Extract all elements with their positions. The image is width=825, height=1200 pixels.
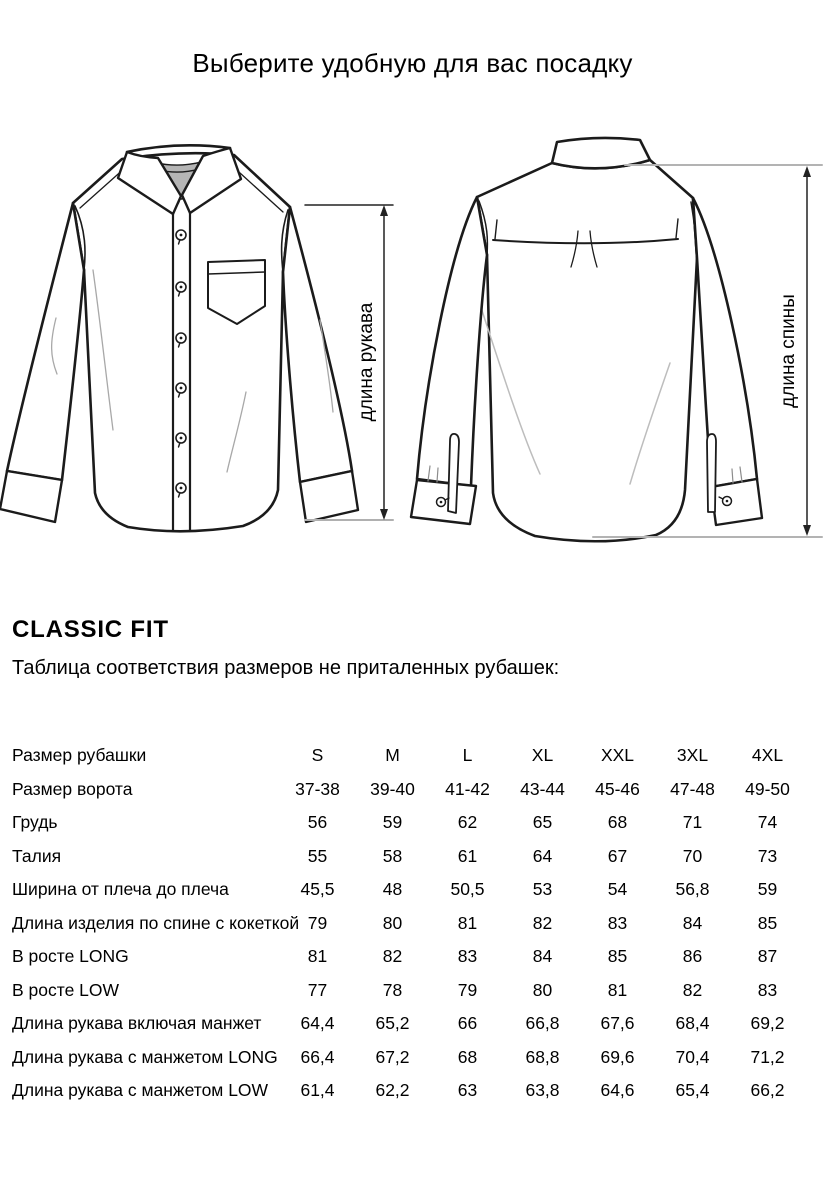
cell-value: 71,2 [750, 1046, 785, 1067]
cell-value: 85 [607, 946, 628, 967]
cell-value: 61 [457, 845, 478, 866]
cell-value: 64,4 [300, 1013, 335, 1034]
cell-value: 68 [607, 812, 628, 833]
cell-value: 41-42 [445, 778, 490, 799]
cell-value: 65,4 [675, 1080, 710, 1101]
cell-value: 56,8 [675, 879, 710, 900]
row-label: Длина рукава с манжетом LOW [12, 1080, 269, 1101]
cell-value: M [385, 745, 400, 766]
cell-value: 67,6 [600, 1013, 635, 1034]
front-shirt-drawing [0, 145, 358, 531]
cell-value: 64 [532, 845, 553, 866]
cell-value: 62 [457, 812, 478, 833]
size-table-body [12, 739, 805, 1108]
size-table-row [12, 1007, 805, 1041]
cell-value: 53 [532, 879, 553, 900]
cell-value: 58 [382, 845, 403, 866]
cell-value: 84 [532, 946, 553, 967]
table-subtitle: Таблица соответствия размеров не приталенных рубашек: [12, 657, 560, 679]
row-label: Длина рукава включая манжет [12, 1013, 262, 1034]
cell-value: 70 [682, 845, 703, 866]
cell-value: 83 [757, 979, 778, 1000]
back-length-label: длина спины [778, 294, 800, 408]
cell-value: 67 [607, 845, 628, 866]
cell-value: 56 [307, 812, 328, 833]
cell-value: 81 [307, 946, 328, 967]
cell-value: 66,8 [525, 1013, 560, 1034]
cell-value: 68,4 [675, 1013, 710, 1034]
cell-value: 83 [457, 946, 478, 967]
cell-value: 64,6 [600, 1080, 635, 1101]
size-table-row [12, 806, 805, 840]
cell-value: 77 [307, 979, 328, 1000]
cell-value: 67,2 [375, 1046, 410, 1067]
cell-value: 48 [382, 879, 403, 900]
row-label: Длина изделия по спине с кокеткой [12, 912, 300, 933]
size-table-row [12, 974, 805, 1008]
cell-value: 78 [382, 979, 403, 1000]
cell-value: 68 [457, 1046, 478, 1067]
cell-value: 82 [382, 946, 403, 967]
cell-value: 79 [307, 912, 328, 933]
cell-value: 62,2 [375, 1080, 410, 1101]
cell-value: 45-46 [595, 778, 640, 799]
back-shirt-drawing [411, 138, 762, 541]
cell-value: 83 [607, 912, 628, 933]
cell-value: XL [531, 745, 554, 766]
shirt-diagrams [0, 130, 825, 560]
size-table-row [12, 907, 805, 941]
size-table-row [12, 940, 805, 974]
cell-value: S [311, 745, 324, 766]
cell-value: 47-48 [670, 778, 715, 799]
cell-value: 63 [457, 1080, 478, 1101]
row-label: Длина рукава с манжетом LONG [12, 1046, 278, 1067]
cell-value: 59 [757, 879, 778, 900]
row-label: Грудь [12, 812, 58, 833]
cell-value: 71 [682, 812, 703, 833]
cell-value: 70,4 [675, 1046, 710, 1067]
cell-value: L [462, 745, 473, 766]
size-table-row [12, 840, 805, 874]
cell-value: 81 [457, 912, 478, 933]
cell-value: 80 [382, 912, 403, 933]
cell-value: 69,2 [750, 1013, 785, 1034]
cell-value: 37-38 [295, 778, 340, 799]
row-label: В росте LOW [12, 979, 120, 1000]
cell-value: 4XL [751, 745, 784, 766]
cell-value: 65 [532, 812, 553, 833]
row-label: Ширина от плеча до плеча [12, 879, 229, 900]
cell-value: 82 [532, 912, 553, 933]
size-table-row [12, 1074, 805, 1108]
cell-value: 65,2 [375, 1013, 410, 1034]
cell-value: 68,8 [525, 1046, 560, 1067]
cell-value: 84 [682, 912, 703, 933]
cell-value: 86 [682, 946, 703, 967]
cell-value: 63,8 [525, 1080, 560, 1101]
cell-value: 73 [757, 845, 778, 866]
cell-value: 50,5 [450, 879, 485, 900]
row-label: Размер ворота [12, 778, 133, 799]
cell-value: 3XL [676, 745, 709, 766]
row-label: В росте LONG [12, 946, 129, 967]
cell-value: 49-50 [745, 778, 790, 799]
page-title: Выберите удобную для вас посадку [192, 48, 633, 78]
cell-value: 43-44 [520, 778, 565, 799]
cell-value: 55 [307, 845, 328, 866]
cell-value: 82 [682, 979, 703, 1000]
cell-value: 39-40 [370, 778, 415, 799]
cell-value: 54 [607, 879, 628, 900]
cell-value: 81 [607, 979, 628, 1000]
sleeve-length-label: длина рукава [356, 302, 378, 422]
cell-value: 66 [457, 1013, 478, 1034]
size-table-row [12, 739, 805, 773]
cell-value: 87 [757, 946, 778, 967]
cell-value: 66,2 [750, 1080, 785, 1101]
size-table-row [12, 773, 805, 807]
cell-value: 79 [457, 979, 478, 1000]
cell-value: 45,5 [300, 879, 335, 900]
cell-value: XXL [600, 745, 635, 766]
cell-value: 59 [382, 812, 403, 833]
size-table [12, 739, 805, 1108]
row-label: Талия [12, 845, 62, 866]
cell-value: 61,4 [300, 1080, 335, 1101]
size-table-row [12, 873, 805, 907]
cell-value: 69,6 [600, 1046, 635, 1067]
cell-value: 85 [757, 912, 778, 933]
cell-value: 80 [532, 979, 553, 1000]
classic-fit-heading: CLASSIC FIT [12, 616, 169, 643]
cell-value: 66,4 [300, 1046, 335, 1067]
size-table-row [12, 1041, 805, 1075]
row-label: Размер рубашки [12, 745, 147, 766]
cell-value: 74 [757, 812, 778, 833]
